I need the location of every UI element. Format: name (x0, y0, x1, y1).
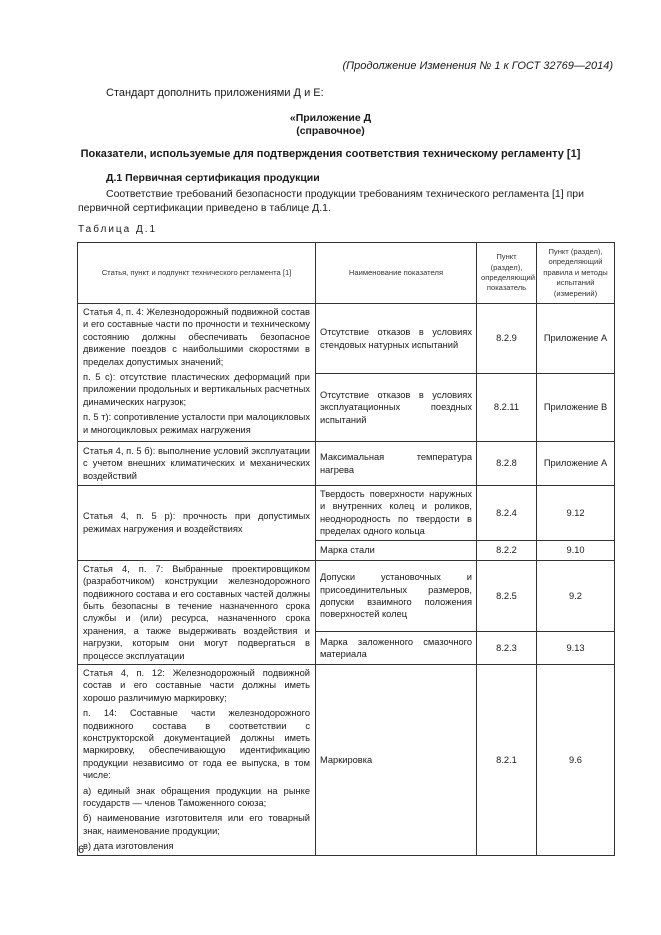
article-paragraph: б) наименование изготовителя или его товарный знак, наименование продукции; (83, 813, 310, 836)
table-row (78, 664, 615, 855)
point-cell: 8.2.4 (477, 486, 537, 541)
method-cell: Приложение В (537, 374, 615, 442)
article-cell (78, 664, 316, 855)
point-cell: 8.2.11 (477, 374, 537, 442)
method-cell: Приложение А (537, 304, 615, 374)
article-paragraph: в) дата изготовления (83, 841, 174, 852)
article-paragraph: п. 14: Составные части железнодорожного подвижного состава в соответствии с конструкторской документацией должны иметь маркировку, обеспечивающую идентификацию продукции независимо от года ее выпуска, в том числе: (83, 708, 310, 781)
point-cell: 8.2.1 (477, 664, 537, 855)
method-cell: 9.12 (537, 486, 615, 541)
header-article: Статья, пункт и подпункт технического регламента [1] (78, 243, 316, 304)
page-number: 6 (78, 844, 85, 856)
indicator-cell: Отсутствие отказов в условиях эксплуатационных поездных испытаний (316, 374, 477, 442)
point-cell: 8.2.8 (477, 442, 537, 486)
method-cell: 9.10 (537, 540, 615, 560)
article-cell: Статья 4, п. 5 р): прочность при допустимых режимах нагружения и воздействиях (78, 486, 316, 561)
article-paragraph: п. 5 с): отсутствие пластических деформаций при приложении продольных и вертикальных расчетных динамических нагрузок; (83, 372, 310, 407)
indicator-cell: Маркировка (316, 664, 477, 855)
intro-text: Стандарт дополнить приложениями Д и Е: (106, 87, 324, 99)
section-heading: Показатели, используемые для подтверждения соответствия техническому регламенту [1] (80, 148, 581, 160)
article-cell: Статья 4, п. 7: Выбранные проектировщиком (разработчиком) конструкции железнодорожного подвижного состава и его составных частей должны быть безопасны в течение назначенного срока службы и (или) ресурса, назначенного срока хранения, а также выдерживать воздействия и нагрузки, которым они могут подвергаться в процессе эксплуатации (78, 560, 316, 664)
indicator-cell: Марка заложенного смазочного материала (316, 632, 477, 665)
indicator-cell: Отсутствие отказов в условиях стендовых натурных испытаний (316, 304, 477, 374)
method-cell: Приложение А (537, 442, 615, 486)
table-row (78, 304, 615, 374)
table-row (78, 486, 615, 541)
header-method: Пункт (раздел), определяющий правила и методы испытаний (измерений) (537, 243, 615, 304)
table-row (78, 442, 615, 486)
indicator-cell: Твердость поверхности наружных и внутренних колец и роликов, неоднородность по твердости в пределах одного кольца (316, 486, 477, 541)
article-cell: Статья 4, п. 5 б): выполнение условий эксплуатации с учетом внешних климатических и механических воздействий (78, 442, 316, 486)
article-paragraph: Статья 4, п. 4: Железнодорожный подвижной состав и его составные части по прочности и техническому состоянию должны обеспечивать безопасное движение поездов с наибольшими скоростями в пределах допустимых значений; (83, 307, 310, 367)
point-cell: 8.2.5 (477, 560, 537, 632)
appendix-title (0, 112, 661, 138)
body-paragraph: Соответствие требований безопасности продукции требованиям технического регламента [1] при первичной сертификации приведено в таблице Д.1. (78, 188, 584, 214)
article-paragraph: п. 5 т): сопротивление усталости при малоцикловых и многоцикловых режимах нагружения (83, 412, 310, 435)
continuation-header: (Продолжение Изменения № 1 к ГОСТ 32769—2014) (342, 60, 613, 72)
header-indicator: Наименование показателя (316, 243, 477, 304)
article-paragraph: Статья 4, п. 12: Железнодорожный подвижной состав и его составные части должны иметь хорошо различимую маркировку; (83, 667, 310, 703)
appendix-type: (справочное) (296, 125, 365, 137)
table-row (78, 560, 615, 632)
point-cell: 8.2.9 (477, 304, 537, 374)
table-header-row (78, 243, 615, 304)
indicator-cell: Максимальная температура нагрева (316, 442, 477, 486)
indicator-cell: Марка стали (316, 540, 477, 560)
point-cell: 8.2.2 (477, 540, 537, 560)
article-paragraph: а) единый знак обращения продукции на рынке государств — членов Таможенного союза; (83, 785, 310, 808)
appendix-name: «Приложение Д (289, 112, 372, 124)
method-cell: 9.2 (537, 560, 615, 632)
header-point: Пункт (раздел), определяющий показатель (477, 243, 537, 304)
point-cell: 8.2.3 (477, 632, 537, 665)
method-cell: 9.13 (537, 632, 615, 665)
table-caption: Таблица Д.1 (78, 224, 158, 235)
subsection-heading: Д.1 Первичная сертификация продукции (106, 172, 320, 184)
method-cell: 9.6 (537, 664, 615, 855)
requirements-table (77, 242, 615, 856)
article-cell (78, 304, 316, 442)
indicator-cell: Допуски установочных и присоединительных размеров, допуски взаимного положения поверхностей колец (316, 560, 477, 632)
